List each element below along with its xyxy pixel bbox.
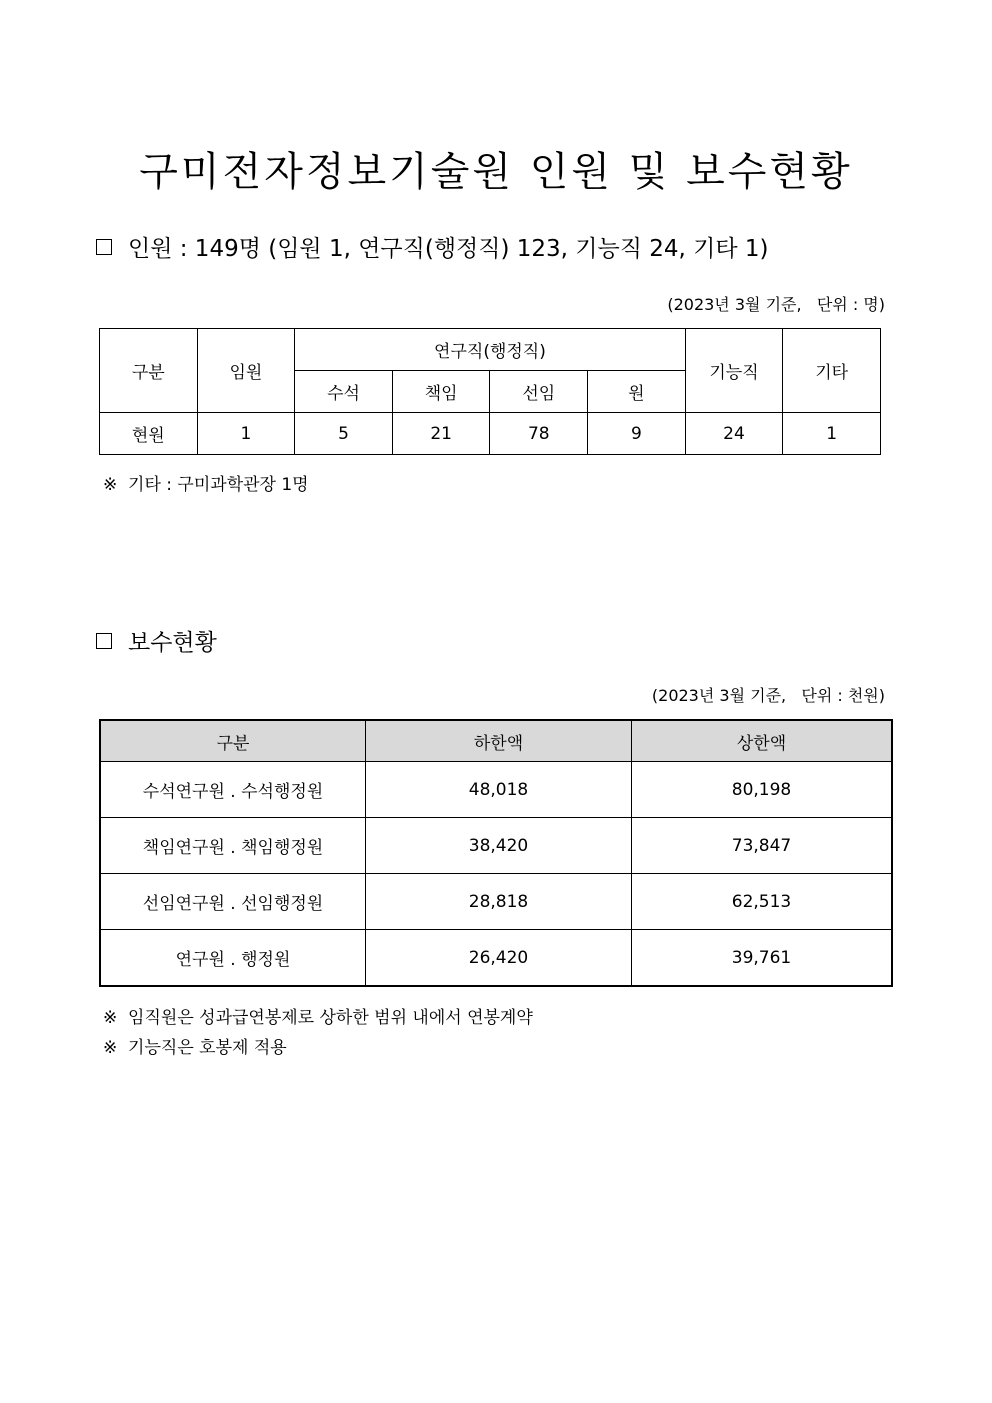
table-cell: 5 [295, 413, 393, 455]
table-row [100, 818, 892, 874]
page-title: 구미전자정보기술원 인원 및 보수현황 [139, 149, 853, 195]
row-label: 선임연구원 . 선임행정원 [100, 874, 366, 930]
header-research: 연구직(행정직) [295, 329, 685, 371]
table-row [100, 762, 892, 818]
staff-table [99, 328, 881, 455]
header-technical: 기능직 [685, 329, 783, 413]
table-cell: 24 [685, 413, 783, 455]
staff-heading-text: 인원 : 149명 (임원 1, 연구직(행정직) 123, 기능직 24, 기타 1) [128, 236, 769, 262]
table-cell: 1 [783, 413, 881, 455]
header-staff: 원 [588, 371, 686, 413]
staff-unit-note: (2023년 3월 기준, 단위 : 명) [667, 295, 885, 314]
checkbox-square-icon [96, 239, 112, 255]
row-label: 연구원 . 행정원 [100, 930, 366, 987]
table-cell: 38,420 [366, 818, 632, 874]
header-upper-limit: 상한액 [632, 720, 893, 762]
staff-section-heading [96, 230, 769, 263]
header-senior: 선임 [490, 371, 588, 413]
table-cell: 78 [490, 413, 588, 455]
row-label: 현원 [100, 413, 198, 455]
table-cell: 62,513 [632, 874, 893, 930]
row-label: 수석연구원 . 수석행정원 [100, 762, 366, 818]
pay-table [99, 719, 893, 987]
header-other: 기타 [783, 329, 881, 413]
table-cell: 26,420 [366, 930, 632, 987]
table-cell: 9 [588, 413, 686, 455]
pay-section-heading [96, 624, 217, 657]
table-cell: 80,198 [632, 762, 893, 818]
header-category: 구분 [100, 720, 366, 762]
table-cell: 39,761 [632, 930, 893, 987]
table-cell: 1 [197, 413, 295, 455]
table-row [100, 874, 892, 930]
header-executive: 임원 [197, 329, 295, 413]
table-cell: 28,818 [366, 874, 632, 930]
header-principal: 책임 [392, 371, 490, 413]
pay-footnote-2: ※ 기능직은 호봉제 적용 [103, 1038, 287, 1058]
pay-footnote-1: ※ 임직원은 성과급연봉제로 상하한 범위 내에서 연봉계약 [103, 1008, 533, 1028]
row-label: 책임연구원 . 책임행정원 [100, 818, 366, 874]
pay-heading-text: 보수현황 [128, 630, 217, 656]
table-cell: 73,847 [632, 818, 893, 874]
header-senior-principal: 수석 [295, 371, 393, 413]
header-category: 구분 [100, 329, 198, 413]
pay-unit-note: (2023년 3월 기준, 단위 : 천원) [651, 686, 885, 705]
table-row [100, 930, 892, 987]
table-row [100, 413, 881, 455]
table-cell: 48,018 [366, 762, 632, 818]
staff-footnote: ※ 기타 : 구미과학관장 1명 [103, 475, 309, 495]
checkbox-square-icon [96, 633, 112, 649]
header-lower-limit: 하한액 [366, 720, 632, 762]
table-cell: 21 [392, 413, 490, 455]
